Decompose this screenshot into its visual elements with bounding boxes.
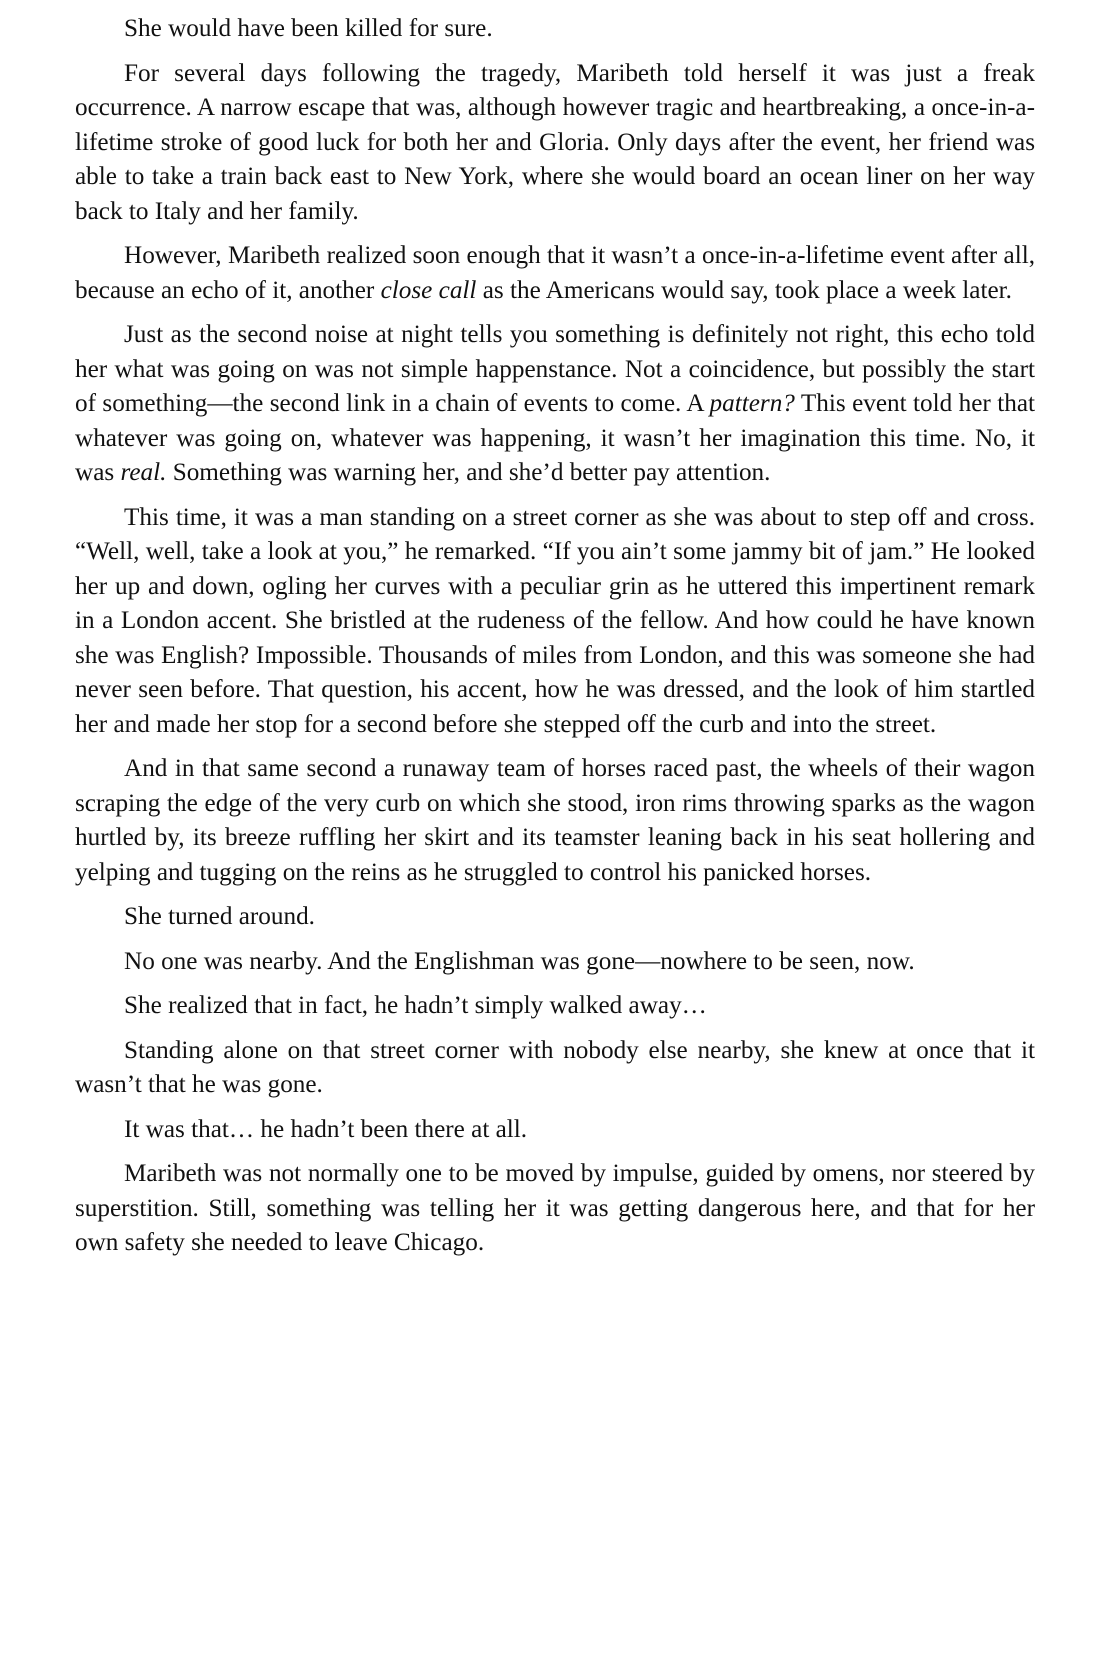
paragraph (75, 989, 1035, 1024)
paragraph-text: Maribeth was not normally one to be moved by impulse, guided by omens, nor steered by superstition. Still, something was telling her it was getting dangerous here, and that for her own safety she needed to leave Chicago. (75, 1160, 1035, 1256)
paragraph (75, 12, 1035, 47)
paragraph-text: Something was warning her, and she’d better pay attention. (166, 459, 771, 486)
paragraph-text: She would have been killed for sure. (124, 15, 493, 42)
paragraph-text: No one was nearby. And the Englishman was gone—nowhere to be seen, now. (124, 947, 915, 975)
paragraph (75, 1157, 1035, 1261)
paragraph (75, 239, 1035, 308)
paragraph-text: For several days following the tragedy, Maribeth told herself it was just a freak occurrence. A narrow escape that was, although however tragic and heartbreaking, a once-in-a-lifetime stroke of good luck for both her and Gloria. Only days after the event, her friend was able to take a train back east to New York, where she would board an ocean liner on her way back to Italy and her family. (75, 59, 1035, 225)
paragraph-text: However, Maribeth realized soon enough that it wasn’t a once-in-a-lifetime event after all, because an echo of it, another (75, 242, 1035, 304)
paragraph (75, 945, 1035, 980)
paragraph (75, 501, 1035, 743)
paragraph (75, 1113, 1035, 1148)
paragraph-text: It was that… he hadn’t been there at all. (124, 1115, 528, 1143)
paragraph-text: This time, it was a man standing on a street corner as she was about to step off and cross. “Well, well, take a look at you,” he remarked. “If you ain’t some jammy bit of jam.” He looked her up and down, ogling her curves with a peculiar grin as he uttered this impertinent remark in a London accent. She bristled at the rudeness of the fellow. And how could he have known she was English? Impossible. Thousands of miles from London, and this was someone she had never seen before. That question, his accent, how he was dressed, and the look of him startled her and made her stop for a second before she stepped off the curb and into the street. (75, 503, 1035, 738)
paragraph-text: This event told her that whatever was going on, whatever was happening, it wasn’t her imagination this time. No, it was (75, 390, 1035, 486)
book-page (75, 12, 1035, 1271)
paragraph-text: She realized that in fact, he hadn’t simply walked away… (124, 992, 707, 1019)
paragraph (75, 900, 1035, 935)
paragraph-text: She turned around. (124, 903, 315, 930)
paragraph-text: Just as the second noise at night tells you something is definitely not right, this echo told her what was going on was not simple happenstance. Not a coincidence, but possibly the start of something—the second link in a chain of events to come. A (75, 321, 1035, 417)
paragraph (75, 1034, 1035, 1103)
paragraph (75, 318, 1035, 491)
paragraph (75, 752, 1035, 890)
emphasis-text: pattern? (709, 390, 795, 417)
emphasis-text: real. (120, 459, 167, 486)
emphasis-text: close call (380, 276, 477, 304)
paragraph-text: And in that same second a runaway team of horses raced past, the wheels of their wagon scraping the edge of the very curb on which she stood, iron rims throwing sparks as the wagon hurtled by, its breeze ruffling her skirt and its teamster leaning back in his seat hollering and yelping and tugging on the reins as he struggled to control his panicked horses. (75, 755, 1035, 886)
paragraph-text: as the Americans would say, took place a week later. (476, 276, 1012, 304)
paragraph-text: Standing alone on that street corner with nobody else nearby, she knew at once that it wasn’t that he was gone. (75, 1036, 1035, 1098)
paragraph (75, 57, 1035, 230)
